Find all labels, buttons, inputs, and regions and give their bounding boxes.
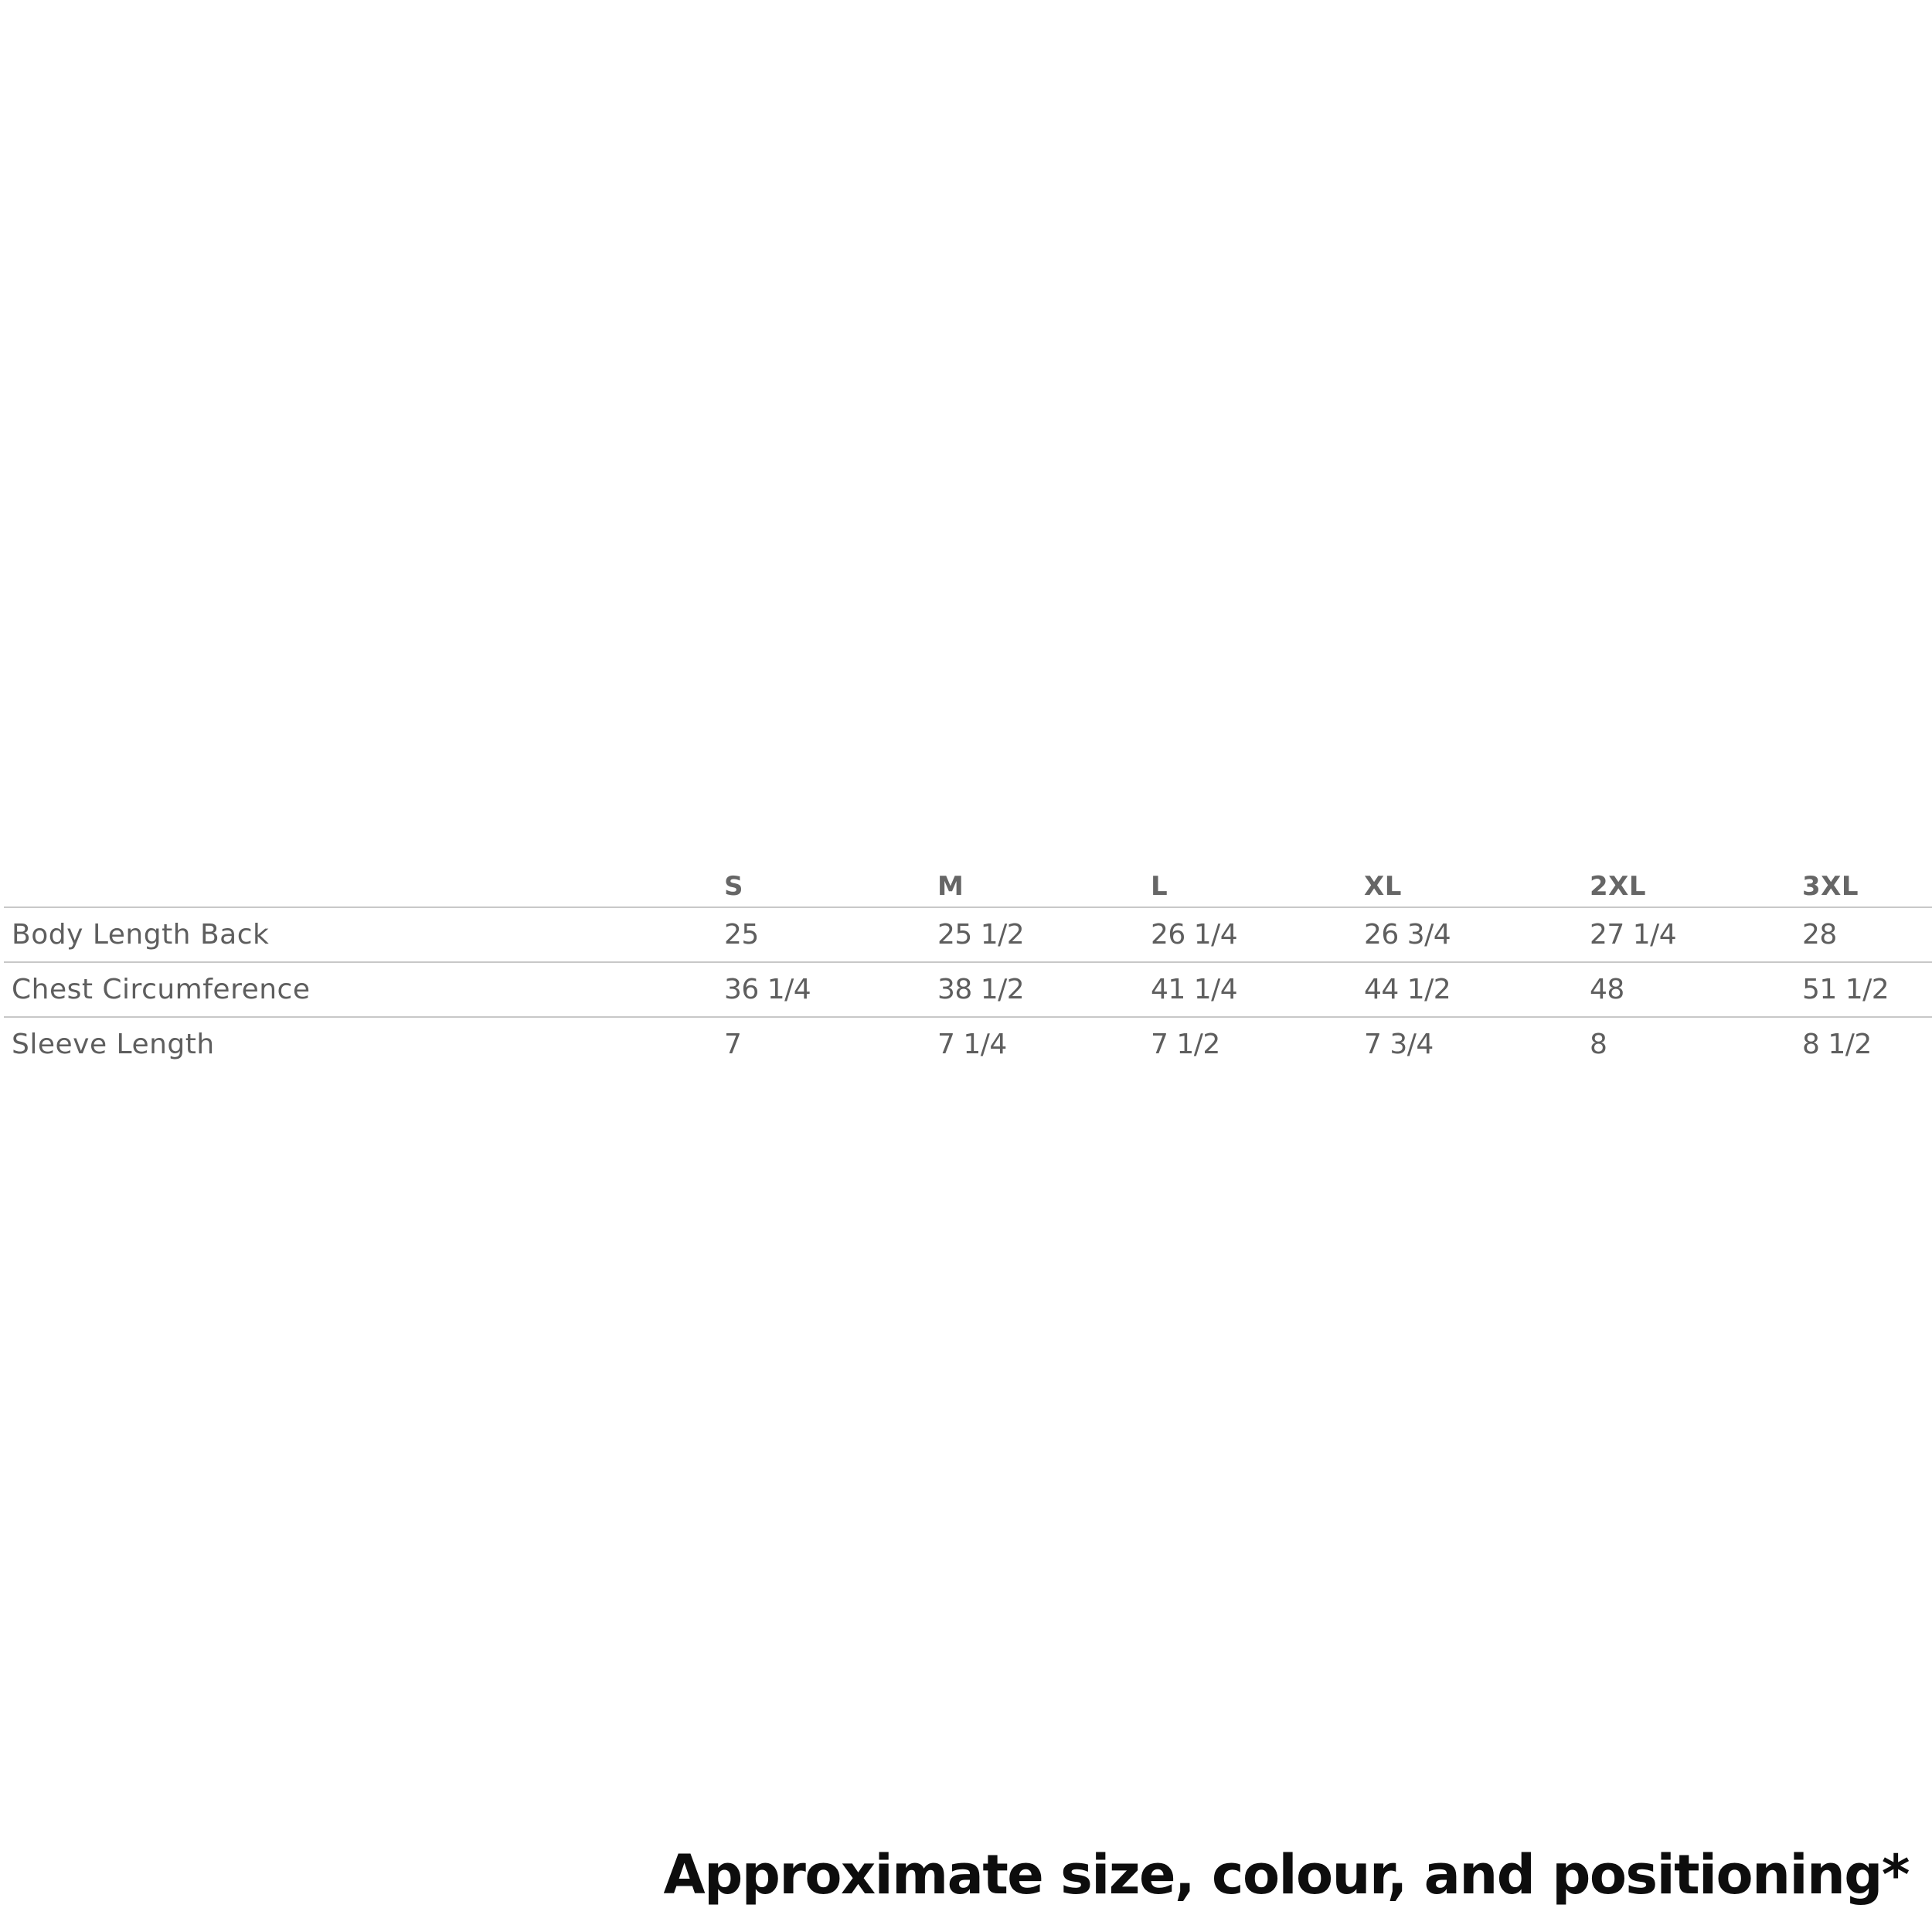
cell-value: 8 1/2 [1802,1029,1872,1060]
row-label: Body Length Back [4,907,724,962]
cell-value: 25 1/2 [937,907,1151,962]
cell-value: 41 1/4 [1151,962,1364,1017]
cell-value: 26 3/4 [1364,907,1590,962]
table-header-row [4,854,1932,907]
cell-value: 48 [1590,962,1802,1017]
table-row-sleeve-length [4,1017,1932,1071]
header-size-s: S [724,854,937,907]
size-chart-table [4,854,1932,1071]
header-size-3xl: 3XL [1802,854,1932,907]
cell-value: 51 1/2 [1802,962,1932,1017]
cell-value: 38 1/2 [937,962,1151,1017]
row-label: Chest Circumference [4,962,724,1017]
cell-value: 7 [724,1029,742,1060]
cell-value: 28 [1802,907,1932,962]
cell-value: 7 1/4 [937,1029,1007,1060]
header-label-column [4,854,724,907]
table-row-chest-circumference [4,962,1932,1017]
header-size-xl: XL [1364,854,1590,907]
cell-value: 26 1/4 [1151,907,1364,962]
table-row-body-length-back [4,907,1932,962]
cell-value: 36 1/4 [724,962,937,1017]
cell-value: 7 3/4 [1364,1029,1434,1060]
header-size-2xl: 2XL [1590,854,1802,907]
header-size-m: M [937,854,1151,907]
row-label: Sleeve Length [12,1029,215,1060]
cell-value: 8 [1590,1029,1607,1060]
cell-value: 7 1/2 [1151,1029,1220,1060]
header-size-l: L [1151,854,1364,907]
cell-value: 27 1/4 [1590,907,1802,962]
approximation-footnote: Approximate size, colour, and positioning* [663,1843,1909,1906]
cell-value: 25 [724,907,937,962]
cell-value: 44 1/2 [1364,962,1590,1017]
